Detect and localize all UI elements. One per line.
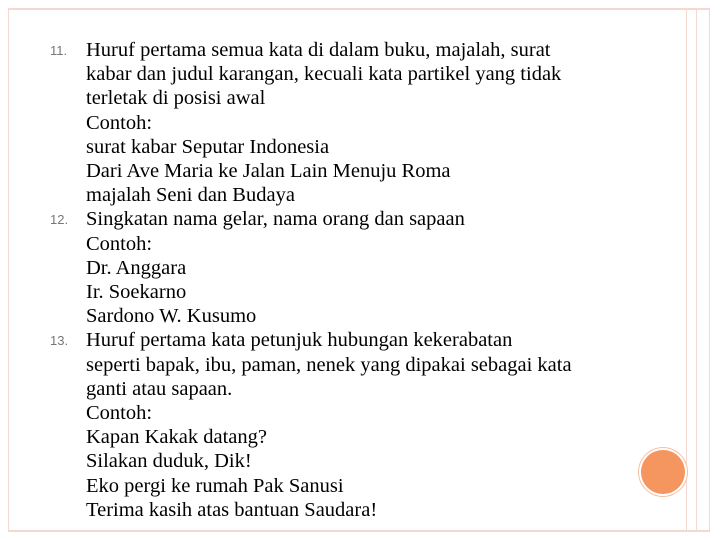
text-line: surat kabar Seputar Indonesia (86, 135, 330, 158)
text-line: majalah Seni dan Budaya (86, 184, 295, 207)
text-line: Huruf pertama kata petunjuk hubungan kekerabatan (86, 329, 513, 352)
frame-bottom-border (8, 530, 710, 532)
list-item-number: 12. (50, 212, 69, 228)
text-line: Contoh: (86, 402, 153, 425)
frame-top-border (8, 8, 710, 10)
text-line: Singkatan nama gelar, nama orang dan sapaan (86, 208, 465, 231)
text-line: Contoh: (86, 232, 153, 255)
text-line: seperti bapak, ibu, paman, nenek yang dipakai sebagai kata (86, 353, 572, 376)
text-line: Ir. Soekarno (86, 281, 187, 304)
text-line: kabar dan judul karangan, kecuali kata partikel yang tidak (86, 63, 562, 86)
text-line: Contoh: (86, 111, 153, 134)
text-line: Dr. Anggara (86, 256, 187, 279)
list-item-text (86, 207, 465, 328)
text-line: Silakan duduk, Dik! (86, 450, 252, 473)
list-item (50, 38, 670, 207)
decorative-line (696, 8, 697, 530)
list-item-text (86, 38, 561, 207)
list-item (50, 328, 670, 522)
list-item-number: 13. (50, 333, 69, 349)
text-line: Terima kasih atas bantuan Saudara! (86, 498, 378, 521)
slide-content (50, 38, 670, 522)
list-item-text (86, 328, 572, 522)
decorative-line (686, 8, 687, 530)
text-line: ganti atau sapaan. (86, 377, 233, 400)
text-line: Huruf pertama semua kata di dalam buku, majalah, surat (86, 39, 551, 61)
text-line: Kapan Kakak datang? (86, 426, 267, 449)
text-line: Sardono W. Kusumo (86, 305, 257, 328)
list-item-number: 11. (50, 43, 68, 58)
text-line: Dari Ave Maria ke Jalan Lain Menuju Roma (86, 160, 451, 183)
text-line: Eko pergi ke rumah Pak Sanusi (86, 474, 344, 497)
text-line: terletak di posisi awal (86, 87, 266, 110)
list-item (50, 207, 670, 328)
